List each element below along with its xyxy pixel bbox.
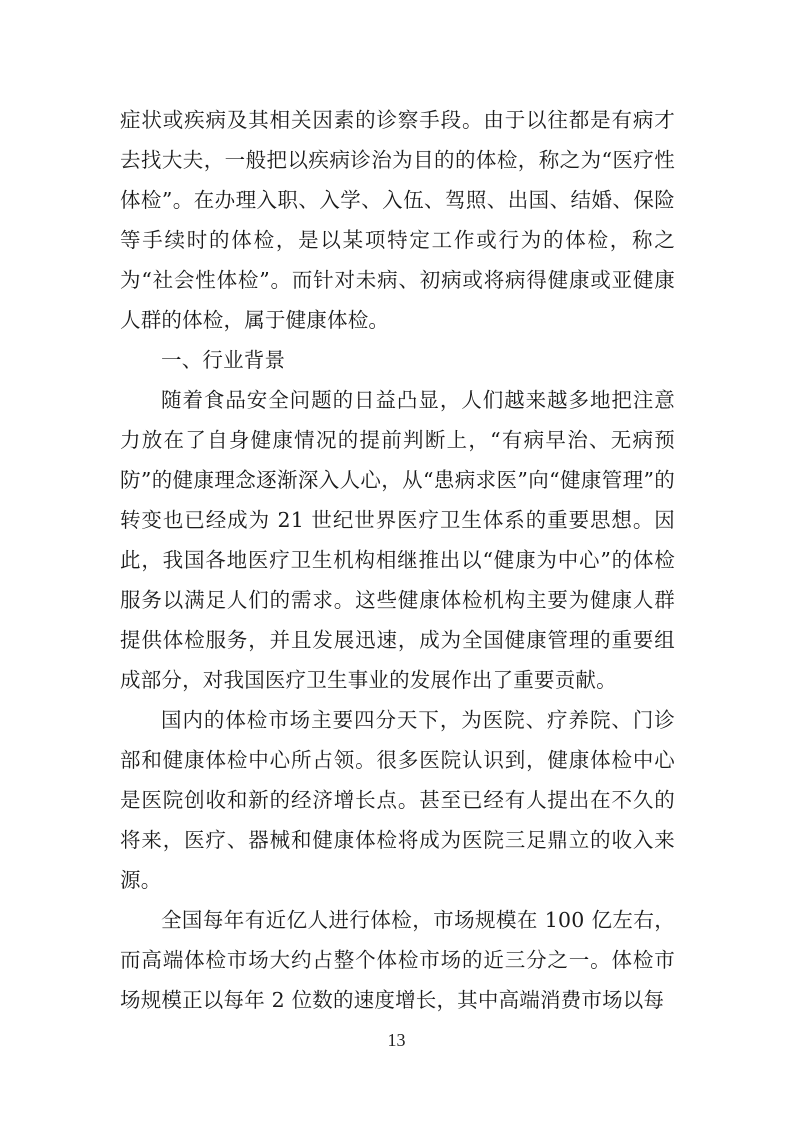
paragraph-intro-continued: 症状或疾病及其相关因素的诊察手段。由于以往都是有病才去找大夫，一般把以疾病诊治为目的的体检，称之为“医疗性体检”。在办理入职、入学、入伍、驾照、出国、结婚、保险等手续时的体检，是以某项特定工作或行为的体检，称之为“社会性体检”。而针对未病、初病或将病得健康或亚健康人群的体检，属于健康体检。 bbox=[120, 108, 675, 332]
paragraph-domestic-market: 国内的体检市场主要四分天下，为医院、疗养院、门诊部和健康体检中心所占领。很多医院认识到，健康体检中心是医院创收和新的经济增长点。甚至已经有人提出在不久的将来，医疗、器械和健康体检将成为医院三足鼎立的收入来源。 bbox=[120, 708, 675, 892]
paragraph-industry-background: 随着食品安全问题的日益凸显，人们越来越多地把注意力放在了自身健康情况的提前判断上，“有病早治、无病预防”的健康理念逐渐深入人心，从“患病求医”向“健康管理”的转变也已经成为 21 世纪世界医疗卫生体系的重要思想。因此，我国各地医疗卫生机构相继推出以“健康为中心”的体检服务以满足人们的需求。这些健康体检机构主要为健康人群提供体检服务，并且发展迅速，成为全国健康管理的重要组成部分，对我国医疗卫生事业的发展作出了重要贡献。 bbox=[120, 388, 675, 692]
body-text bbox=[120, 100, 675, 1020]
page-number: 13 bbox=[387, 1030, 406, 1050]
section-heading: 一、行业背景 bbox=[161, 348, 286, 372]
paragraph-market-scale: 全国每年有近亿人进行体检，市场规模在 100 亿左右，而高端体检市场大约占整个体检市场的近三分之一。体检市场规模正以每年 2 位数的速度增长，其中高端消费市场以每 bbox=[120, 908, 675, 1012]
